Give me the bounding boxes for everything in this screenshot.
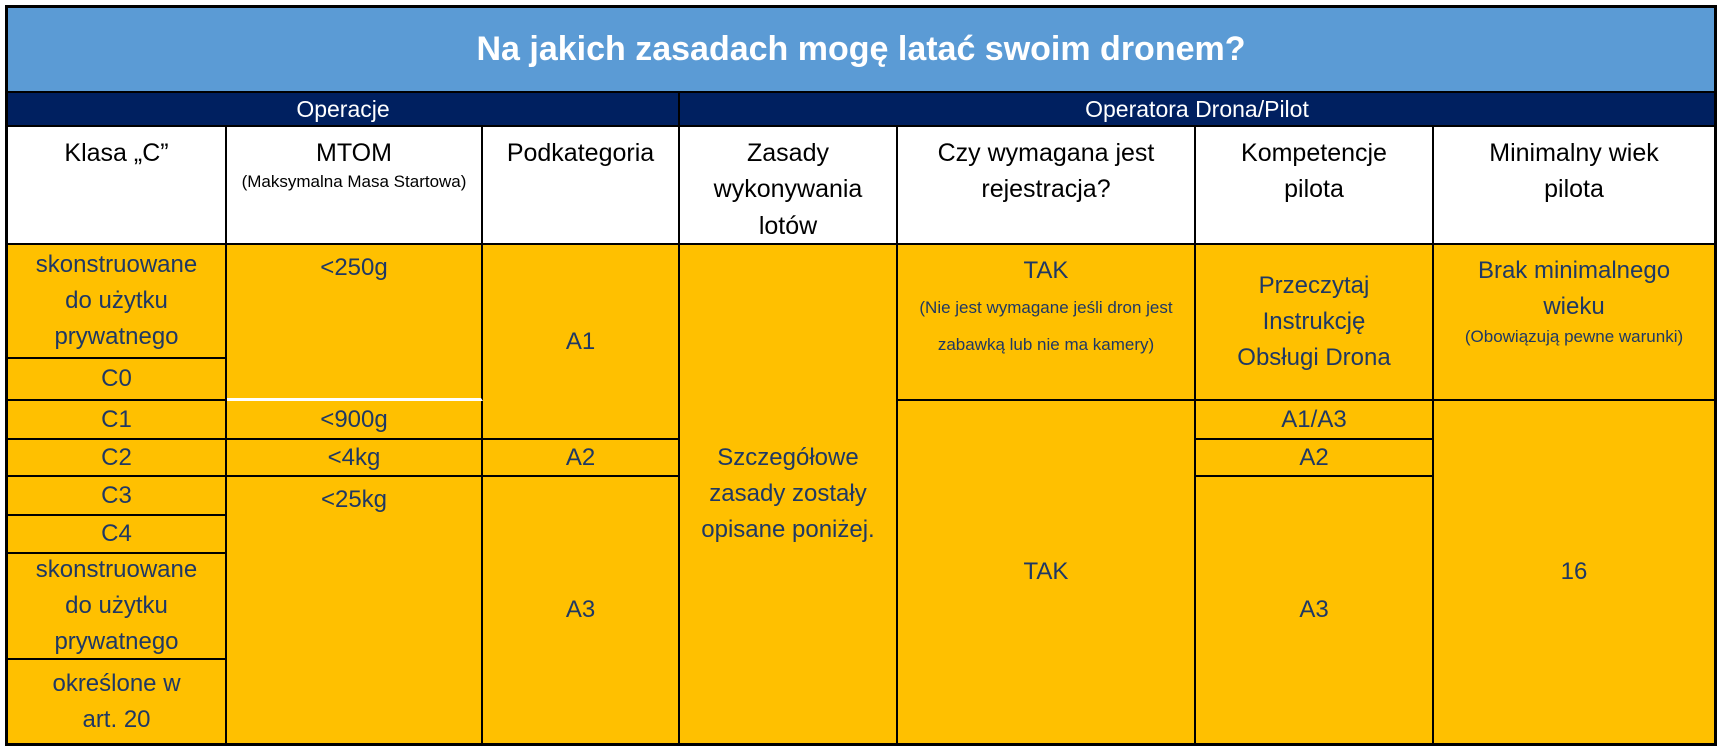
table-title-bar <box>8 8 1714 93</box>
cell-klasa-c1: C1 <box>8 401 227 440</box>
cell-mtom-900g: <900g <box>227 401 483 440</box>
cell-klasa-private-1-text: skonstruowane do użytku prywatnego <box>35 251 198 350</box>
group-header-operacje: Operacje <box>8 93 680 125</box>
group-header-operator: Operatora Drona/Pilot <box>680 93 1714 125</box>
column-header-mtom <box>227 127 483 245</box>
cell-rejestracja-tak-2: TAK <box>898 401 1196 743</box>
cell-kompetencje-instrukcja <box>1196 245 1434 401</box>
table-grid <box>8 127 1714 743</box>
cell-podkategoria-a2: A2 <box>483 440 680 477</box>
cell-podkategoria-a3: A3 <box>483 477 680 743</box>
column-header-kompetencje-label: Kompetencje pilota <box>1241 139 1387 204</box>
cell-zasady <box>680 245 898 743</box>
cell-wiek-16: 16 <box>1434 401 1714 743</box>
column-header-wiek <box>1434 127 1714 245</box>
column-header-mtom-sublabel: (Maksymalna Masa Startowa) <box>241 172 467 192</box>
cell-zasady-text: Szczegółowe zasady zostały opisane poniżej. <box>701 444 875 543</box>
cell-kompetencje-a2: A2 <box>1196 440 1434 477</box>
cell-klasa-art20 <box>8 660 227 743</box>
cell-rejestracja-tak-1-text: TAK <box>1023 257 1069 284</box>
cell-klasa-private-1 <box>8 245 227 359</box>
column-header-zasady-label: Zasady wykonywania lotów <box>713 139 863 240</box>
column-header-zasady <box>680 127 898 245</box>
column-header-rejestracja-label: Czy wymagana jest rejestracja? <box>937 139 1155 204</box>
cell-rejestracja-note-line1: (Nie jest wymagane jeśli dron jest <box>919 298 1173 317</box>
cell-wiek-brak-text: Brak minimalnego wieku <box>1477 257 1671 320</box>
cell-mtom-25kg: <25kg <box>227 477 483 743</box>
cell-kompetencje-a1a3: A1/A3 <box>1196 401 1434 440</box>
column-header-podkategoria-label: Podkategoria <box>506 139 655 167</box>
cell-wiek-brak <box>1434 245 1714 401</box>
column-header-wiek-label: Minimalny wiek pilota <box>1489 139 1659 204</box>
cell-rejestracja-tak-1 <box>898 245 1196 401</box>
cell-mtom-250g: <250g <box>227 245 483 401</box>
cell-podkategoria-a1: A1 <box>483 245 680 440</box>
cell-klasa-c2: C2 <box>8 440 227 477</box>
drone-rules-table <box>5 5 1717 746</box>
column-header-podkategoria <box>483 127 680 245</box>
column-header-klasa-label: Klasa „C” <box>64 139 169 167</box>
cell-klasa-art20-text: określone w art. 20 <box>52 669 181 733</box>
cell-rejestracja-note-line2: zabawką lub nie ma kamery) <box>937 335 1155 355</box>
column-header-klasa <box>8 127 227 245</box>
column-header-rejestracja <box>898 127 1196 245</box>
cell-klasa-c4: C4 <box>8 516 227 554</box>
cell-klasa-private-2 <box>8 554 227 660</box>
group-header-row <box>8 93 1714 127</box>
column-header-mtom-label: MTOM <box>316 139 392 167</box>
cell-klasa-c3: C3 <box>8 477 227 516</box>
cell-klasa-private-2-text: skonstruowane do użytku prywatnego <box>35 556 198 655</box>
cell-klasa-c0: C0 <box>8 359 227 401</box>
column-header-kompetencje <box>1196 127 1434 245</box>
cell-wiek-brak-note: (Obowiązują pewne warunki) <box>1464 327 1684 346</box>
cell-mtom-4kg: <4kg <box>227 440 483 477</box>
cell-kompetencje-a3: A3 <box>1196 477 1434 743</box>
cell-kompetencje-instrukcja-text: Przeczytaj Instrukcję Obsługi Drona <box>1237 272 1391 371</box>
table-title: Na jakich zasadach mogę latać swoim dronem? <box>476 30 1246 68</box>
